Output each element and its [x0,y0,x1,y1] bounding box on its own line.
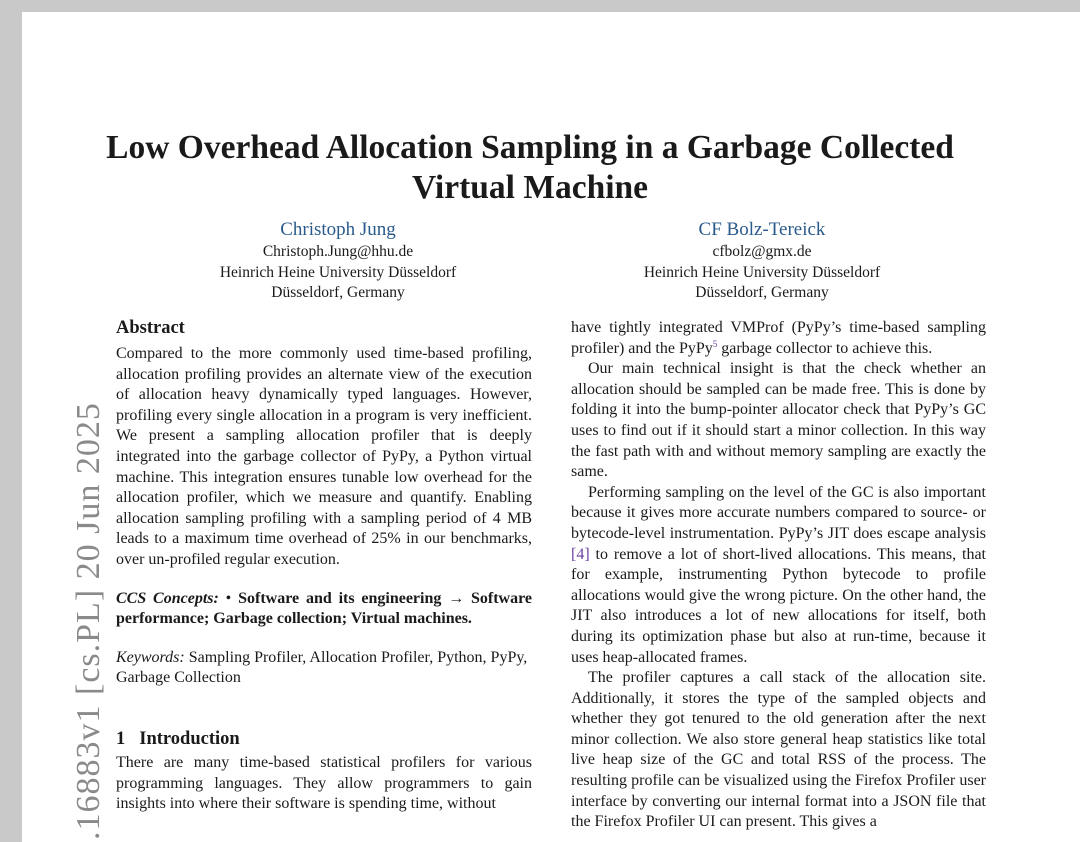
author-name[interactable]: Christoph Jung [280,219,396,240]
paragraph: Our main technical insight is that the check whether an allocation should be sampled can be made free. This is done by folding it into the bump-pointer allocator check that PyPy’s GC uses to find out if it should start a minor collection. In this way the fast path with and without memory sampling are exactly the same. [571,360,986,481]
intro-heading [116,727,532,751]
author-affiliation: Heinrich Heine University Düsseldorf [219,263,457,281]
ccs-label: CCS Concepts: [116,589,219,607]
author-location: Düsseldorf, Germany [271,284,405,301]
keywords [116,648,532,689]
right-column [571,318,986,833]
arxiv-side-label: .16883v1 [cs.PL] 20 Jun 2025 [70,402,107,840]
paragraph-text: have tightly integrated VMProf (PyPy’s time-based sampling profiler) and the PyPy [571,319,986,357]
author-email: Christoph.Jung@hhu.de [262,243,414,260]
section-title: Introduction [139,728,240,749]
footnote-marker[interactable]: 5 [712,338,718,349]
abstract-heading: Abstract [116,318,185,338]
ccs-concepts [116,589,532,630]
ccs-bullet: • [225,589,232,607]
section-number: 1 [116,728,126,749]
ccs-text: Software and its engineering → Software performance; Garbage collection; Virtual machines. [116,589,533,628]
citation-link[interactable]: [4] [571,545,590,563]
author-block-2 [612,218,912,304]
keywords-label: Keywords: [116,648,185,666]
paragraph-text: garbage collector to achieve this. [717,339,933,357]
paragraph-text: Performing sampling on the level of the GC is also important because it gives more accurate numbers compared to source- or bytecode-level instrumentation. PyPy’s JIT does escape analysis [571,483,986,542]
paragraph: The profiler captures a call stack of the allocation site. Additionally, it stores the type of the sampled objects and whether they got tenured to the old generation after the next minor collection. We also store general heap statistics like total live heap size of the GC and total RSS of the process. The resulting profile can be visualized using the Firefox Profiler user interface by converting our internal format into a JSON file that the Firefox Profiler UI can present. This gives a [571,669,986,831]
intro-text: There are many time-based statistical profilers for various programming languages. They allow programmers to gain insights into where their software is spending time, without [116,753,532,813]
abstract-text: Compared to the more commonly used time-based profiling, allocation profiling provides an alternate view of the execution of allocation heavy dynamically typed languages. However, profiling every single allocation in a program is very inefficient. We present a sampling allocation profiler that is deeply integrated into the garbage collector of PyPy, a Python virtual machine. This integration ensures tunable low overhead for the allocation profiler, which we measure and quantify. Enabling allocation sampling profiling with a sampling period of 4 MB leads to a maximum time overhead of 25% in our benchmarks, over un-profiled regular execution. [116,345,532,568]
paragraph [571,318,986,359]
author-block-1 [188,218,488,304]
left-column [116,316,532,815]
paper-title: Low Overhead Allocation Sampling in a Garbage Collected Virtual Machine [106,129,954,206]
author-name[interactable]: CF Bolz-Tereick [698,219,826,240]
paragraph [571,483,986,668]
author-affiliation: Heinrich Heine University Düsseldorf [643,263,881,281]
author-email: cfbolz@gmx.de [712,243,812,260]
author-location: Düsseldorf, Germany [695,284,829,301]
keywords-text: Sampling Profiler, Allocation Profiler, Python, PyPy, Garbage Collection [116,648,528,687]
paragraph-text: to remove a lot of short-lived allocations. This means, that for example, instrumenting Python bytecode to profile allocations would give the wrong picture. On the other hand, the JIT also introduces a lot of new allocations for itself, both during its optimization phase but also at run-time, because it uses heap-allocated frames. [571,545,986,666]
